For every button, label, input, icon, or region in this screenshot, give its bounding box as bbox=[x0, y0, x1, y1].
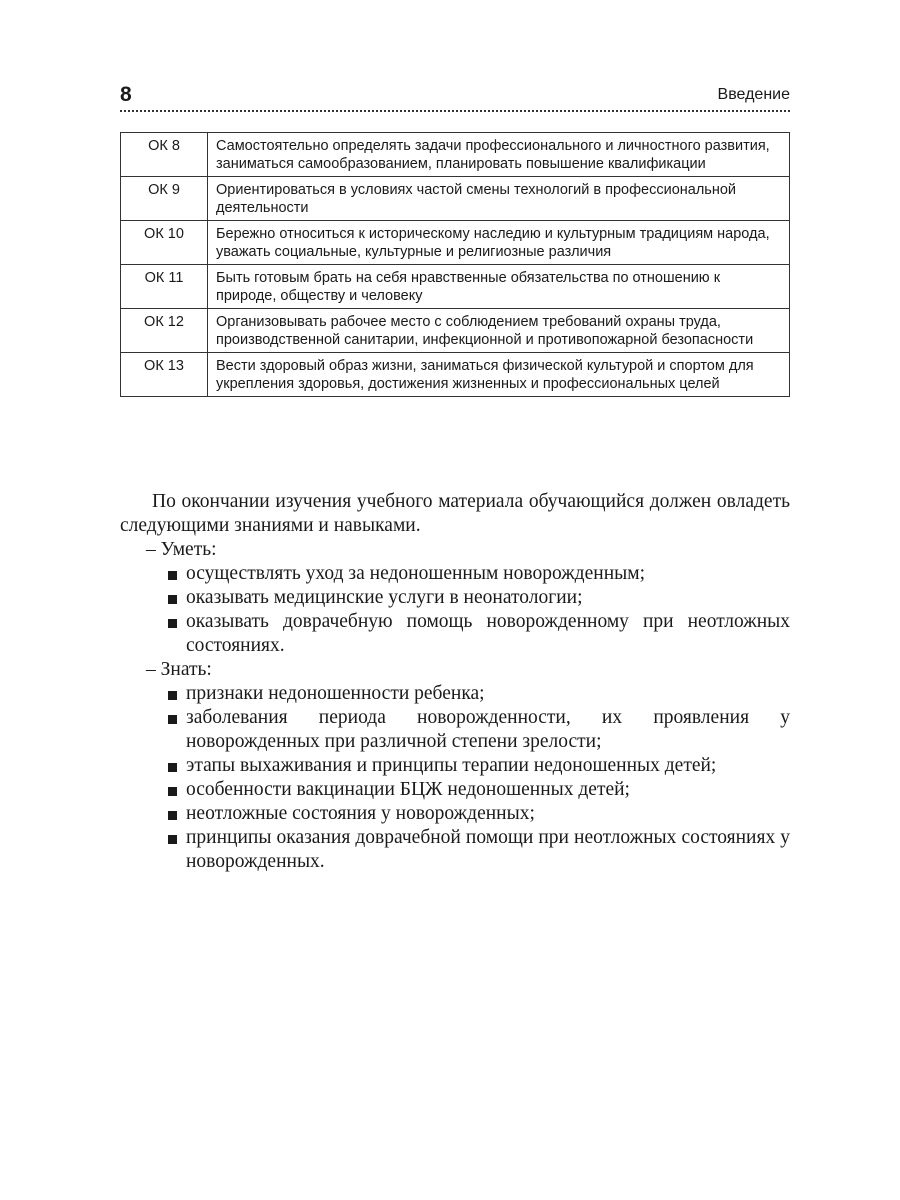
running-header bbox=[120, 82, 790, 110]
competency-code: ОК 13 bbox=[121, 353, 208, 397]
competency-code: ОК 12 bbox=[121, 309, 208, 353]
list-item-text: осуществлять уход за недоношенным новорожденным; bbox=[186, 563, 645, 584]
list-item bbox=[168, 562, 790, 586]
square-bullet-icon bbox=[168, 811, 177, 820]
square-bullet-icon bbox=[168, 691, 177, 700]
knowledge-list bbox=[120, 682, 790, 874]
list-item-text: неотложные состояния у новорожденных; bbox=[186, 803, 535, 824]
square-bullet-icon bbox=[168, 787, 177, 796]
table-row bbox=[121, 221, 790, 265]
table-row bbox=[121, 133, 790, 177]
list-item bbox=[168, 826, 790, 874]
square-bullet-icon bbox=[168, 571, 177, 580]
skills-heading: – Уметь: bbox=[146, 539, 217, 560]
list-item bbox=[168, 754, 790, 778]
square-bullet-icon bbox=[168, 619, 177, 628]
table-row bbox=[121, 309, 790, 353]
page-number: 8 bbox=[120, 83, 132, 106]
list-item bbox=[168, 610, 790, 658]
list-item-text: оказывать доврачебную помощь новорожденному при неотложных состояниях. bbox=[186, 611, 790, 656]
competency-description: Бережно относиться к историческому наследию и культурным традициям народа, уважать социальные, культурные и религиозные различия bbox=[208, 221, 790, 265]
square-bullet-icon bbox=[168, 835, 177, 844]
competency-description: Самостоятельно определять задачи профессионального и личностного развития, заниматься самообразованием, планировать повышение квалификации bbox=[208, 133, 790, 177]
competency-description: Ориентироваться в условиях частой смены технологий в профессиональной деятельности bbox=[208, 177, 790, 221]
competency-description: Вести здоровый образ жизни, заниматься физической культурой и спортом для укрепления здоровья, достижения жизненных и профессиональных целей bbox=[208, 353, 790, 397]
list-item-text: особенности вакцинации БЦЖ недоношенных детей; bbox=[186, 779, 630, 800]
competency-code: ОК 9 bbox=[121, 177, 208, 221]
competency-code: ОК 11 bbox=[121, 265, 208, 309]
competency-code: ОК 10 bbox=[121, 221, 208, 265]
knowledge-heading: – Знать: bbox=[146, 659, 212, 680]
competencies-table bbox=[120, 132, 790, 397]
table-row bbox=[121, 353, 790, 397]
square-bullet-icon bbox=[168, 763, 177, 772]
table-row bbox=[121, 177, 790, 221]
list-item bbox=[168, 778, 790, 802]
square-bullet-icon bbox=[168, 715, 177, 724]
header-dotted-rule bbox=[120, 110, 790, 112]
list-item-text: этапы выхаживания и принципы терапии недоношенных детей; bbox=[186, 755, 717, 776]
list-item bbox=[168, 682, 790, 706]
square-bullet-icon bbox=[168, 595, 177, 604]
table-row bbox=[121, 265, 790, 309]
intro-paragraph: По окончании изучения учебного материала обучающийся должен овладеть следующими знаниями и навыками. bbox=[120, 491, 790, 536]
list-item bbox=[168, 802, 790, 826]
list-item-text: признаки недоношенности ребенка; bbox=[186, 683, 485, 704]
competency-description: Организовывать рабочее место с соблюдением требований охраны труда, производственной санитарии, инфекционной и противопожарной безопасности bbox=[208, 309, 790, 353]
list-item bbox=[168, 586, 790, 610]
list-item-text: оказывать медицинские услуги в неонатологии; bbox=[186, 587, 583, 608]
list-item bbox=[168, 706, 790, 754]
list-item-text: принципы оказания доврачебной помощи при неотложных состояниях у новорожденных. bbox=[186, 827, 790, 872]
competency-code: ОК 8 bbox=[121, 133, 208, 177]
skills-list bbox=[120, 562, 790, 658]
body-text bbox=[120, 490, 790, 874]
section-title: Введение bbox=[717, 86, 790, 103]
competency-description: Быть готовым брать на себя нравственные обязательства по отношению к природе, обществу и человеку bbox=[208, 265, 790, 309]
list-item-text: заболевания периода новорожденности, их проявления у новорожденных при различной степени зрелости; bbox=[186, 707, 790, 752]
